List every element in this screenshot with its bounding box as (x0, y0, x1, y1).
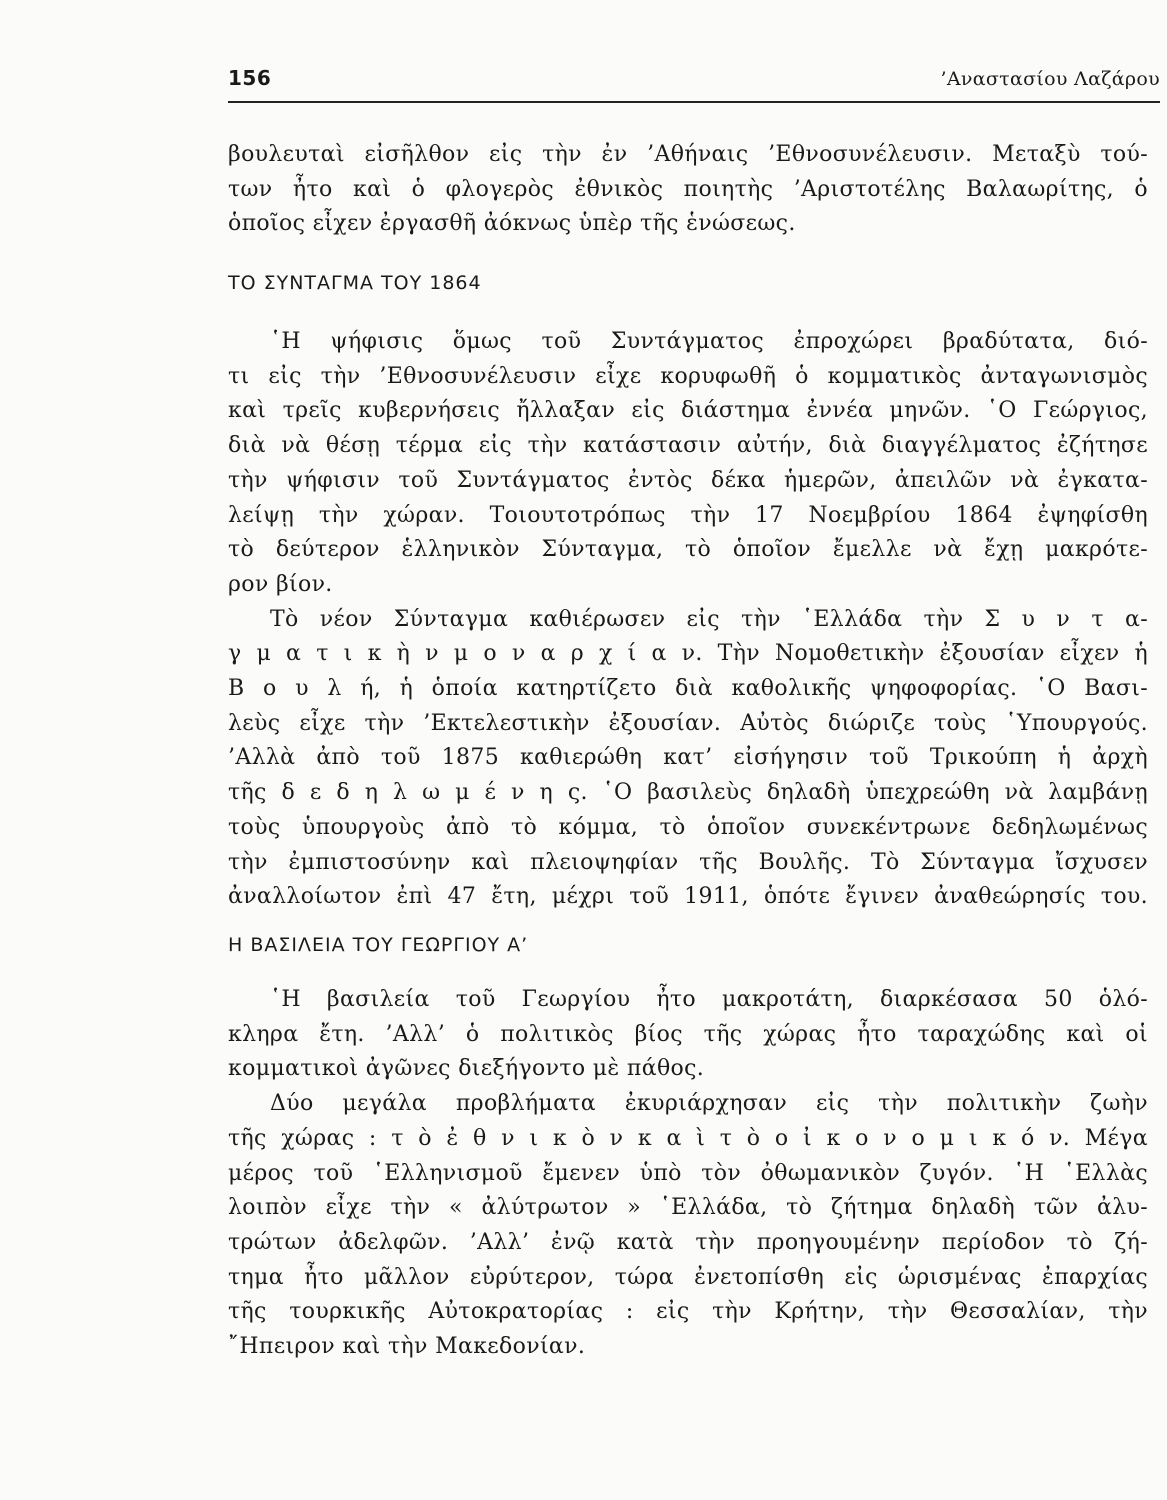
text-line: ὁποῖος εἶχεν ἐργασθῆ ἀόκνως ὑπὲρ τῆς ἑνώσεως. (228, 211, 796, 237)
text-line: γ μ α τ ι κ ὴ ν μ ο ν α ρ χ ί α ν. Τὴν Νομοθετικὴν ἐξουσίαν εἶχεν ἡ (228, 641, 1148, 667)
text-line: κληρα ἔτη. ’Αλλ’ ὁ πολιτικὸς βίος τῆς χώρας ἦτο ταραχώδης καὶ οἱ (228, 1021, 1148, 1047)
text-line: ῾Η βασιλεία τοῦ Γεωργίου ἦτο μακροτάτη, διαρκέσασα 50 ὁλό- (270, 987, 1148, 1012)
intro-paragraph (228, 138, 1148, 242)
page-number: 156 (228, 66, 272, 90)
text-line: Β ο υ λ ή, ἡ ὁποία κατηρτίζετο διὰ καθολικῆς ψηφοφορίας. ῾Ο Βασι- (228, 676, 1148, 702)
text-line: λοιπὸν εἶχε τὴν « ἀλύτρωτον » ῾Ελλάδα, τὸ ζήτημα δηλαδὴ τῶν ἀλυ- (228, 1195, 1148, 1221)
text-line: τρώτων ἀδελφῶν. ’Αλλ’ ἐνῷ κατὰ τὴν προηγουμένην περίοδον τὸ ζή- (228, 1229, 1148, 1255)
text-line: Δύο μεγάλα προβλήματα ἐκυριάρχησαν εἰς τὴν πολιτικὴν ζωὴν (270, 1091, 1148, 1117)
text-line: τὴν ψήφισιν τοῦ Συντάγματος ἐντὸς δέκα ἡμερῶν, ἀπειλῶν νὰ ἐγκατα- (228, 467, 1148, 493)
text-line: τῆς δ ε δ η λ ω μ έ ν η ς. ῾Ο βασιλεὺς δηλαδὴ ὑπεχρεώθη νὰ λαμβάνῃ (228, 780, 1148, 806)
section-body-reign (228, 983, 1148, 1365)
section-body-constitution (228, 325, 1148, 915)
text-line: ῎Ηπειρον καὶ τὴν Μακεδονίαν. (228, 1334, 586, 1360)
text-line: ἀναλλοίωτον ἐπὶ 47 ἔτη, μέχρι τοῦ 1911, ὁπότε ἔγινεν ἀναθεώρησίς του. (228, 884, 1148, 910)
section-heading-reign: Η ΒΑΣΙΛΕΙΑ ΤΟΥ ΓΕΩΡΓΙΟΥ Α’ (228, 934, 529, 956)
text-line: τῆς τουρκικῆς Αὐτοκρατορίας : εἰς τὴν Κρήτην, τὴν Θεσσαλίαν, τὴν (228, 1299, 1148, 1325)
text-line: ῾Η ψήφισις ὅμως τοῦ Συντάγματος ἐπροχώρει βραδύτατα, διό- (270, 329, 1148, 354)
text-line: τὴν ἐμπιστοσύνην καὶ πλειοψηφίαν τῆς Βουλῆς. Τὸ Σύνταγμα ἴσχυσεν (228, 849, 1148, 875)
header-rule (228, 101, 1160, 103)
text-line: ’Αλλὰ ἀπὸ τοῦ 1875 καθιερώθη κατ’ εἰσήγησιν τοῦ Τρικούπη ἡ ἀρχὴ (228, 745, 1148, 771)
text-line: Τὸ νέον Σύνταγμα καθιέρωσεν εἰς τὴν ῾Ελλάδα τὴν Σ υ ν τ α- (270, 606, 1148, 632)
text-line: τημα ἦτο μᾶλλον εὐρύτερον, τώρα ἐνετοπίσθη εἰς ὡρισμένας ἐπαρχίας (228, 1264, 1148, 1290)
text-line: λεὺς εἶχε τὴν ’Εκτελεστικὴν ἐξουσίαν. Αὐτὸς διώριζε τοὺς ῾Υπουργούς. (228, 710, 1148, 736)
text-line: μέρος τοῦ ῾Ελληνισμοῦ ἔμενεν ὑπὸ τὸν ὀθωμανικὸν ζυγόν. ῾Η ῾Ελλὰς (228, 1160, 1148, 1186)
text-line: των ἦτο καὶ ὁ φλογερὸς ἐθνικὸς ποιητὴς ’Αριστοτέλης Βαλαωρίτης, ὁ (228, 176, 1148, 202)
text-line: καὶ τρεῖς κυβερνήσεις ἤλλαξαν εἰς διάστημα ἐννέα μηνῶν. ῾Ο Γεώργιος, (228, 398, 1148, 424)
text-line: διὰ νὰ θέσῃ τέρμα εἰς τὴν κατάστασιν αὐτήν, διὰ διαγγέλματος ἐζήτησε (228, 433, 1148, 459)
text-line: ρον βίον. (228, 571, 333, 597)
text-line: βουλευταὶ εἰσῆλθον εἰς τὴν ἐν ’Αθήναις ’Εθνοσυνέλευσιν. Μεταξὺ τού- (228, 142, 1148, 167)
text-line: τῆς χώρας : τ ὸ ἐ θ ν ι κ ὸ ν κ α ὶ τ ὸ ο ἰ κ ο ν ο μ ι κ ό ν. Μέγα (228, 1125, 1148, 1151)
section-heading-constitution: ΤΟ ΣΥΝΤΑΓΜΑ ΤΟΥ 1864 (228, 272, 482, 294)
text-line: τὸ δεύτερον ἑλληνικὸν Σύνταγμα, τὸ ὁποῖον ἔμελλε νὰ ἔχῃ μακρότε- (228, 537, 1148, 563)
text-line: τι εἰς τὴν ’Εθνοσυνέλευσιν εἶχε κορυφωθῆ ὁ κομματικὸς ἀνταγωνισμὸς (228, 363, 1148, 389)
text-line: κομματικοὶ ἀγῶνες διεξήγοντο μὲ πάθος. (228, 1056, 705, 1082)
text-line: τοὺς ὑπουργοὺς ἀπὸ τὸ κόμμα, τὸ ὁποῖον συνεκέντρωνε δεδηλωμένως (228, 814, 1148, 840)
text-line: λείψῃ τὴν χώραν. Τοιουτοτρόπως τὴν 17 Νοεμβρίου 1864 ἐψηφίσθη (228, 502, 1148, 528)
running-title: ’Αναστασίου Λαζάρου (940, 68, 1160, 90)
running-header (228, 66, 1160, 100)
